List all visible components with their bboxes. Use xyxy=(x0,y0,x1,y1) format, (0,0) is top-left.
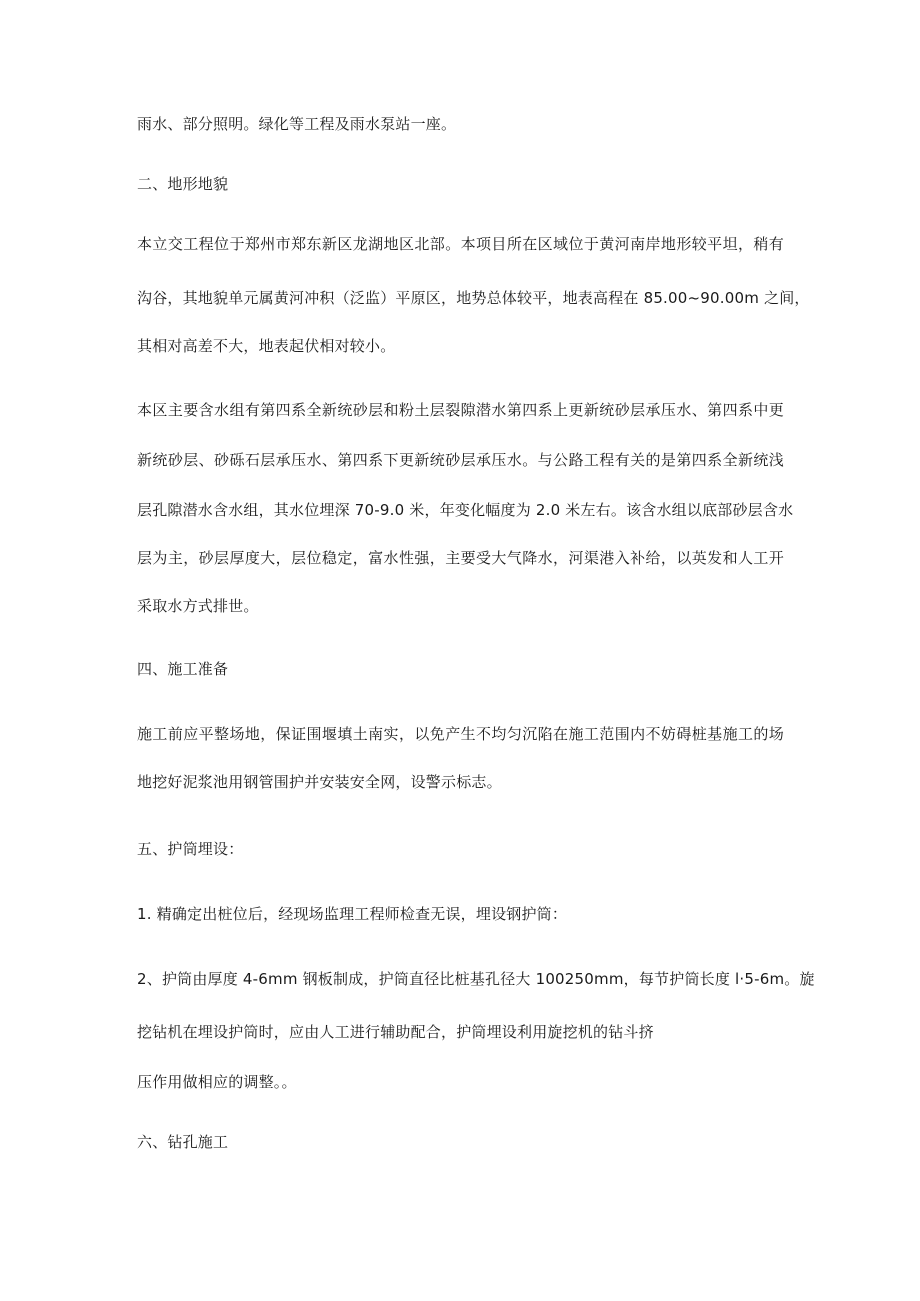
section-heading: 五、护筒埋设： xyxy=(137,840,244,858)
paragraph-line: 施工前应平整场地，保证围堰填土南实，以免产生不均匀沉陷在施工范围内不妨碍桩基施工的场 xyxy=(137,725,784,743)
paragraph-line: 压作用做相应的调整。。 xyxy=(137,1073,297,1091)
paragraph-line: 本区主要含水组有第四系全新统砂层和粉土层裂隙潜水第四系上更新统砂层承压水、第四系中更 xyxy=(137,401,784,419)
paragraph-line: 层孔隙潜水含水组，其水位埋深 70-9.0 米，年变化幅度为 2.0 米左右。该含水组以底部砂层含水 xyxy=(137,501,794,519)
paragraph-line: 其相对高差不大，地表起伏相对较小。 xyxy=(137,337,396,355)
section-heading: 六、钻孔施工 xyxy=(137,1133,229,1151)
paragraph-line: 地挖好泥浆池用钢管围护并安装安全网，设警示标志。 xyxy=(137,773,502,791)
paragraph-line: 挖钻机在埋设护筒时，应由人工进行辅助配合，护筒埋设利用旋挖机的钻斗挤 xyxy=(137,1023,654,1041)
section-heading: 四、施工准备 xyxy=(137,660,229,678)
section-heading: 二、地形地貌 xyxy=(137,175,229,193)
paragraph-line: 沟谷，其地貌单元属黄河冲积（泛监）平原区，地势总体较平，地表高程在 85.00~90.00m 之间， xyxy=(137,289,810,307)
paragraph-line: 新统砂层、砂砾石层承压水、第四系下更新统砂层承压水。与公路工程有关的是第四系全新统浅 xyxy=(137,451,784,469)
list-item: 1. 精确定出桩位后，经现场监理工程师检查无误，埋设钢护筒： xyxy=(137,905,568,923)
paragraph-line: 雨水、部分照明。绿化等工程及雨水泵站一座。 xyxy=(137,115,457,133)
paragraph-line: 采取水方式排世。 xyxy=(137,597,259,615)
paragraph-line: 本立交工程位于郑州市郑东新区龙湖地区北部。本项目所在区域位于黄河南岸地形较平坦，稍有 xyxy=(137,235,784,253)
paragraph-line: 层为主，砂层厚度大，层位稳定，富水性强，主要受大气降水，河渠港入补给，以英发和人工开 xyxy=(137,549,784,567)
list-item: 2、护筒由厚度 4-6mm 钢板制成，护筒直径比桩基孔径大 100250mm，每节护筒长度 l·5-6m。旋 xyxy=(137,970,815,988)
